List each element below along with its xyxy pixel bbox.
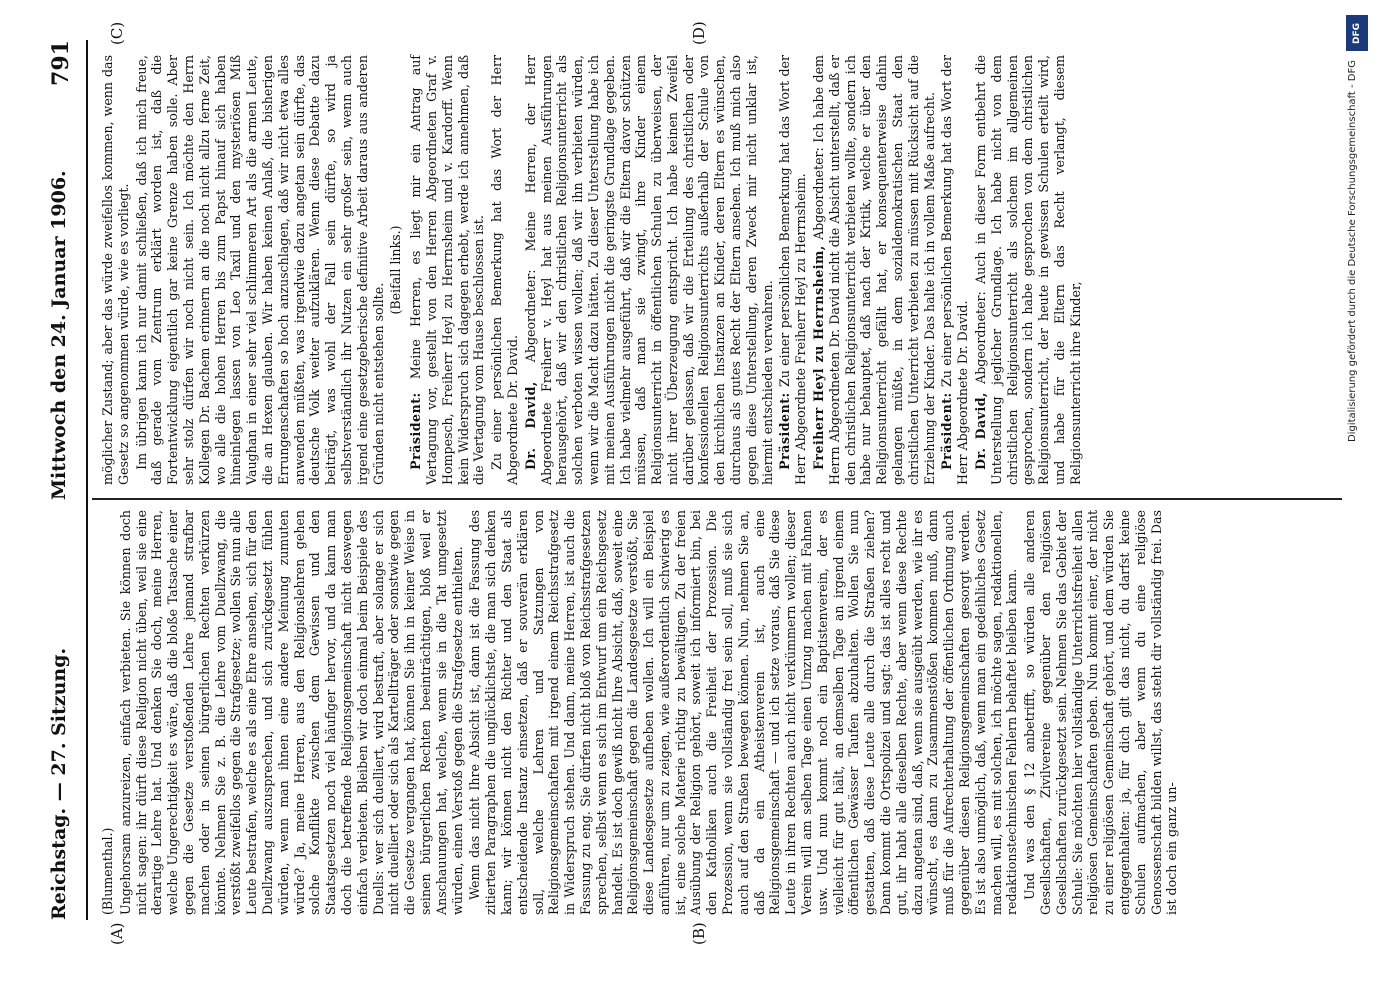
speech-paragraph [973, 55, 1084, 485]
left-column [100, 510, 1182, 915]
speaker-name: Präsident: [777, 387, 793, 470]
speaker-name: Präsident: [408, 379, 424, 470]
speech-paragraph [777, 55, 809, 485]
margin-letter-b: (B) [690, 922, 708, 945]
speech-paragraph [489, 55, 521, 485]
applause-note: (Beifall links.) [388, 225, 404, 315]
margin-letter-c: (C) [108, 21, 126, 45]
right-paragraph-2: Im übrigen kann ich nur damit schließen, daß ich mich freue, daß gerade vom Zentrum erklärt worden ist, daß die Fortentwicklung eigentlich gar keine Grenze haben solle. Aber sehr stolz dürfen wir noch nicht sein. Ich möchte den Herrn Kollegen Dr. Bachem erinnern an die noch nicht allzu ferne Zeit, wo alle die hohen Herren bis zum Papst hinauf sich haben hineinlegen lassen von Leo Taxil und den mysteriösen Miß Vaughan in einer sehr viel schlimmeren Art als die armen Leute, die an Hexen glauben. Wir haben keinen Anlaß, die bisherigen Errungenschaften so hoch anzuschlagen, daß wir nicht etwa alles anwenden müßten, was irgendwie dazu angetan sein dürfte, das deutsche Volk weiter aufzuklären. Wenn diese Debatte dazu beiträgt, was wohl der Fall sein dürfte, so wird ja selbstverständlich ihr Nutzen ein sehr großer sein, wenn auch irgend eine gesetzgeberische definitive Arbeit daraus aus anderen Gründen nicht entstehen sollte. [133, 55, 386, 485]
header-left: Reichstag. — 27. Sitzung. [48, 647, 70, 920]
dfg-logo: DFG [1346, 15, 1368, 51]
speech-paragraph [408, 55, 487, 485]
speech-text: Zu einer persönlichen Bemerkung hat das Wort der Herr Abgeordnete Dr. David. [489, 55, 520, 485]
left-paragraph-1: Ungehorsam anzureizen, einfach verbieten. Sie können doch nicht sagen: ihr dürft diese Religion nicht üben, weil sie eine derartige Lehre hat. Und denken Sie doch, meine Herren, welche Ungerechtigkeit es wäre, daß die bloße Tatsache einer gegen die Gesetze verstoßenden Lehre jemand strafbar machen oder in seinen bürgerlichen Rechten verkürzen könnte. Nehmen Sie z. B. die Lehre vom Duellzwang, die verstößt zweifellos gegen die Strafgesetze; wollen Sie nun alle Leute bestrafen, welche es als eine Ehre ansehen, sich für den Duellzwang auszusprechen, und sich zurückgesetzt fühlen würden, wenn man ihnen eine andere Meinung zumuten würde? Ja, meine Herren, aus den Religionslehren gehen solche Konflikte zwischen dem Gewissen und den Staatsgesetzen noch viel häufiger hervor, und da kann man doch die betreffende Religionsgemeinschaft nicht deswegen einfach verbieten. Bleiben wir doch einmal beim Beispiele des Duells: wer sich duelliert, wird bestraft, aber solange er sich nicht duelliert oder sich als Kartellträger oder sonstwie gegen die Gesetze vergangen hat, können Sie ihn in keiner Weise in seinen bürgerlichen Rechten beeinträchtigen, bloß weil er Anschauungen hat, welche, wenn sie in die Tat umgesetzt würden, einen Verstoß gegen die Strafgesetze enthielten. [117, 510, 465, 915]
speech-text: Abgeordneter: Ich habe dem Herrn Abgeordneten Dr. David nicht die Absicht unterstellt, daß er den christlichen Religionsunterricht verbieten wollte, sondern ich habe nur behauptet, daß nach der Kritik, welche er über den Religionsunterricht gefällt hat, er konsequenterweise dahin gelangen müßte, in dem sozialdemokratischen Staat den christlichen Unterricht verbieten zu müssen mit Rücksicht auf die Erziehung der Kinder. Das halte ich in vollem Maße aufrecht. [811, 55, 937, 485]
speaker-name: Dr. David, [522, 362, 538, 470]
speech-text: Abgeordneter: Meine Herren, der Herr Abgeordnete Freiherr v. Heyl hat aus meinen Ausführungen herausgehört, daß wir den christlichen Religionsunterricht als solchen verboten wissen wollen; daß wir ihn verbieten würden, wenn wir die Macht dazu hätten. Zu dieser Unterstellung habe ich mit meinen Ausführungen nicht die geringste Grundlage gegeben. Ich habe vielmehr ausgeführt, daß wir die Eltern davor schützen müssen, daß man sie zwingt, ihre Kinder einem Religionsunterricht in öffentlichen Schulen zu überweisen, der nicht ihrer Überzeugung entspricht. Ich habe keinen Zweifel darüber gelassen, daß wir die Erteilung des christlichen oder konfessionellen Religionsunterrichts außerhalb der Schule von den kirchlichen Instanzen an Kinder, deren Eltern es wünschen, durchaus als gutes Recht der Eltern ansehen. Ich muß mich also gegen diese Unterstellung, deren Zweck mir nicht unklar ist, hiermit entschieden verwahren. [522, 55, 775, 485]
header-rule [86, 40, 88, 920]
left-paragraph-3: Und was den § 12 anbetrifft, so würden alle anderen Gesellschaften, Zivilvereine gegenüber den religiösen Gesellschaften zurückgesetzt sein. Nehmen Sie das Gebiet der Schule: Sie möchten hier vollständige Unterrichtsfreiheit allen religiösen Gemeinschaften geben. Nun kommt einer, der nicht zu einer religiösen Gemeinschaft gehört, und dem würden Sie entgegenhalten: ja, für dich gilt das nicht, du darfst keine Schulen aufmachen, aber wenn du eine religiöse Genossenschaft bilden willst, das steht dir vollständig frei. Das ist doch ein ganz un- [1022, 510, 1180, 915]
header-date: Mittwoch den 24. Januar 1906. [48, 170, 70, 500]
right-column [100, 55, 1086, 485]
left-paragraph-2: Wenn das nicht Ihre Absicht ist, dann ist die Fassung des zitierten Paragraphen die unglücklichste, die man sich denken kann; wir können nicht den Richter und den Staat als entscheidende Instanz einsetzen, daß er souverän erklären soll, welche Lehren und Satzungen von Religionsgemeinschaften mit irgend einem Reichsstrafgesetz in Widerspruch stehen. Und dann, meine Herren, ist auch die Fassung zu eng. Sie dürfen nicht bloß von Reichsstrafgesetzen sprechen, selbst wenn es sich im Entwurf um ein Reichsgesetz handelt. Es ist doch gewiß nicht Ihre Absicht, daß, soweit eine Religionsgemeinschaft gegen die Landesgesetze verstößt, Sie diese Landesgesetze aufheben wollen. Ich will ein Beispiel anführen, nur um zu zeigen, wie außerordentlich schwierig es ist, eine solche Materie richtig zu bewältigen. Zu der freien Ausübung der Religion gehört, soweit ich informiert bin, bei den Katholiken auch die Freiheit der Prozession. Die Prozession, wenn sie vollständig frei sein soll, muß sie sich auch auf den Straßen bewegen können. Nun, nehmen Sie an, daß da ein Atheistenverein ist, auch eine Religionsgemeinschaft — und ich setze voraus, daß Sie diese Leute in ihren Rechten auch nicht verkümmern wollen; dieser Verein will am selben Tage einen Umzug machen mit Fahnen usw. Und nun kommt noch ein Baptistenverein, der es vielleicht für gut hält, an demselben Tage an irgend einem öffentlichen Gewässer Taufen abzuhalten. Wollen Sie nun gestatten, daß diese Leute alle durch die Straßen ziehen? Dann kommt die Ortspolizei und sagt: das ist alles recht und gut, ihr habt alle dieselben Rechte, aber wenn diese Rechte dazu angetan sind, daß, wenn sie ausgeübt werden, wie ihr es wünscht, es dann zu Zusammenstößen kommen muß, dann muß für die Aufrechterhaltung der öffentlichen Ordnung auch gegenüber diesen Religionsgemeinschaften gesorgt werden. Es ist also unmöglich, daß, wenn man ein gedeihliches Gesetz machen will, es mit solchen, ich möchte sagen, redaktionellen, redaktionstechnischen Fehlern behaftet bleiben kann. [467, 510, 1020, 915]
speaker-name: Freiherr Heyl zu Herrnsheim, [811, 239, 827, 470]
margin-letter-a: (A) [108, 922, 126, 945]
speech-text: Abgeordneter: Auch in dieser Form entbehrt die Unterstellung jeglicher Grundlage. Ich habe nicht von dem christlichen Religionsunterricht als solchem im allgemeinen gesprochen, sondern ich habe gesprochen von dem christlichen Religionsunterricht, der heute in gewissen Schulen erteilt wird, und habe für die Eltern das Recht verlangt, diesem Religionsunterricht ihre Kinder, [973, 55, 1083, 485]
right-paragraph-1: möglicher Zustand; aber das würde zweifellos kommen, wenn das Gesetz so angenommen würde, wie es vorliegt. [100, 55, 131, 485]
speech-text: Meine Herren, es liegt mir ein Antrag auf Vertagung vor, gestellt von den Herren Abgeordneten Graf v. Hompesch, Freiherr Heyl zu Herrnsheim und v. Kardorff. Wenn kein Widerspruch sich dagegen erhebt, werde ich annehmen, daß die Vertagung vom Hause beschlossen ist. [408, 55, 487, 485]
page-header [48, 40, 88, 920]
speech-text: Zu einer persönlichen Bemerkung hat das Wort der Herr Abgeordnete Dr. David. [939, 55, 971, 485]
digitization-credit [1343, 10, 1373, 990]
speech-block [408, 55, 1083, 485]
speech-paragraph [523, 55, 776, 485]
speech-paragraph [811, 55, 937, 485]
speaker-name: Dr. David, [973, 383, 989, 470]
margin-letter-d: (D) [690, 21, 708, 45]
column-divider [92, 498, 1342, 500]
speech-text: Zu einer persönlichen Bemerkung hat das Wort der Herr Abgeordnete Freiherr Heyl zu Herrnsheim. [777, 55, 809, 485]
speech-paragraph [939, 55, 971, 485]
credit-text: Digitalisierung gefördert durch die Deutsche Forschungsgemeinschaft - DFG [1347, 60, 1358, 443]
speaker-name: Präsident: [939, 387, 955, 470]
page-number: 791 [48, 40, 74, 86]
speaker-tag: (Blumenthal.) [100, 827, 115, 915]
